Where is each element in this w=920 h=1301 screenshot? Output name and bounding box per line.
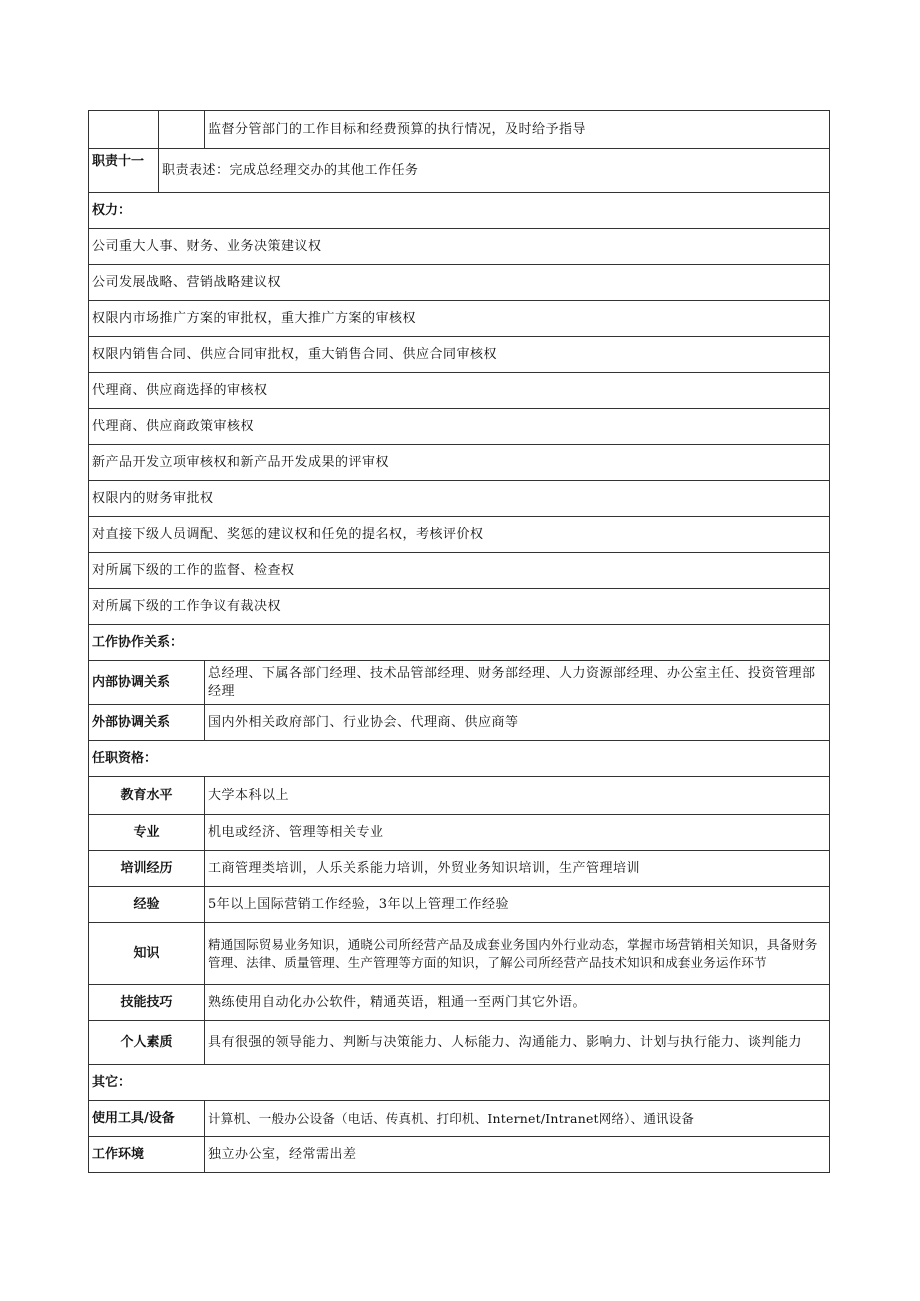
other-heading-row	[89, 1065, 830, 1101]
power-item: 对直接下级人员调配、奖惩的建议权和任免的提名权，考核评价权	[89, 517, 830, 553]
qualification-value: 工商管理类培训，人乐关系能力培训，外贸业务知识培训，生产管理培训	[205, 851, 830, 887]
external-relations-value: 国内外相关政府部门、行业协会、代理商、供应商等	[205, 705, 830, 741]
power-row	[89, 589, 830, 625]
environment-label: 工作环境	[89, 1137, 205, 1173]
qualification-value: 大学本科以上	[205, 777, 830, 815]
power-row	[89, 445, 830, 481]
qualification-row	[89, 887, 830, 923]
duty-empty-cell-2	[159, 111, 205, 149]
qualification-row	[89, 851, 830, 887]
power-item: 权限内市场推广方案的审批权，重大推广方案的审核权	[89, 301, 830, 337]
internal-relations-row	[89, 661, 830, 705]
other-heading: 其它：	[89, 1065, 830, 1101]
relations-heading-row	[89, 625, 830, 661]
power-item: 权限内销售合同、供应合同审批权，重大销售合同、供应合同审核权	[89, 337, 830, 373]
power-item: 对所属下级的工作的监督、检查权	[89, 553, 830, 589]
power-item: 公司重大人事、财务、业务决策建议权	[89, 229, 830, 265]
power-row	[89, 517, 830, 553]
external-relations-row	[89, 705, 830, 741]
environment-row	[89, 1137, 830, 1173]
environment-value: 独立办公室，经常需出差	[205, 1137, 830, 1173]
powers-heading: 权力：	[89, 193, 830, 229]
power-item: 代理商、供应商选择的审核权	[89, 373, 830, 409]
qualification-label: 经验	[89, 887, 205, 923]
qualification-label: 教育水平	[89, 777, 205, 815]
qualification-value: 具有很强的领导能力、判断与决策能力、人标能力、沟通能力、影响力、计划与执行能力、谈判能力	[205, 1021, 830, 1065]
internal-relations-value: 总经理、下属各部门经理、技术品管部经理、财务部经理、人力资源部经理、办公室主任、投资管理部经理	[205, 661, 830, 705]
power-item: 权限内的财务审批权	[89, 481, 830, 517]
tools-label: 使用工具/设备	[89, 1101, 205, 1137]
power-row	[89, 229, 830, 265]
qualification-row	[89, 923, 830, 985]
qualification-row	[89, 815, 830, 851]
qualification-value: 机电或经济、管理等相关专业	[205, 815, 830, 851]
relations-heading: 工作协作关系：	[89, 625, 830, 661]
qualification-value: 熟练使用自动化办公软件，精通英语，粗通一至两门其它外语。	[205, 985, 830, 1021]
qualification-row	[89, 777, 830, 815]
power-item: 代理商、供应商政策审核权	[89, 409, 830, 445]
power-row	[89, 409, 830, 445]
duty-continuation-text: 监督分管部门的工作目标和经费预算的执行情况，及时给予指导	[205, 111, 830, 149]
internal-relations-label: 内部协调关系	[89, 661, 205, 705]
qualification-label: 技能技巧	[89, 985, 205, 1021]
power-item: 对所属下级的工作争议有裁决权	[89, 589, 830, 625]
qualification-value: 5年以上国际营销工作经验，3年以上管理工作经验	[205, 887, 830, 923]
power-row	[89, 337, 830, 373]
qualifications-heading-row	[89, 741, 830, 777]
power-row	[89, 481, 830, 517]
qualification-value: 精通国际贸易业务知识，通晓公司所经营产品及成套业务国内外行业动态，掌握市场营销相关知识，具备财务管理、法律、质量管理、生产管理等方面的知识，了解公司所经营产品技术知识和成套业务运作环节	[205, 923, 830, 985]
power-row	[89, 301, 830, 337]
power-item: 公司发展战略、营销战略建议权	[89, 265, 830, 301]
tools-value: 计算机、一般办公设备（电话、传真机、打印机、Internet/Intranet网络）、通讯设备	[205, 1101, 830, 1137]
duty-empty-cell-1	[89, 111, 159, 149]
qualifications-heading: 任职资格：	[89, 741, 830, 777]
tools-row	[89, 1101, 830, 1137]
qualification-row	[89, 1021, 830, 1065]
qualification-label: 培训经历	[89, 851, 205, 887]
qualification-label: 专业	[89, 815, 205, 851]
power-row	[89, 265, 830, 301]
power-item: 新产品开发立项审核权和新产品开发成果的评审权	[89, 445, 830, 481]
qualification-label: 知识	[89, 923, 205, 985]
duty-continuation-row	[89, 111, 830, 149]
duty-11-text: 职责表述：完成总经理交办的其他工作任务	[159, 149, 830, 193]
job-description-table	[88, 110, 830, 1173]
qualification-label: 个人素质	[89, 1021, 205, 1065]
power-row	[89, 553, 830, 589]
qualification-row	[89, 985, 830, 1021]
power-row	[89, 373, 830, 409]
duty-11-row	[89, 149, 830, 193]
powers-heading-row	[89, 193, 830, 229]
external-relations-label: 外部协调关系	[89, 705, 205, 741]
duty-11-label: 职责十一	[89, 149, 159, 193]
